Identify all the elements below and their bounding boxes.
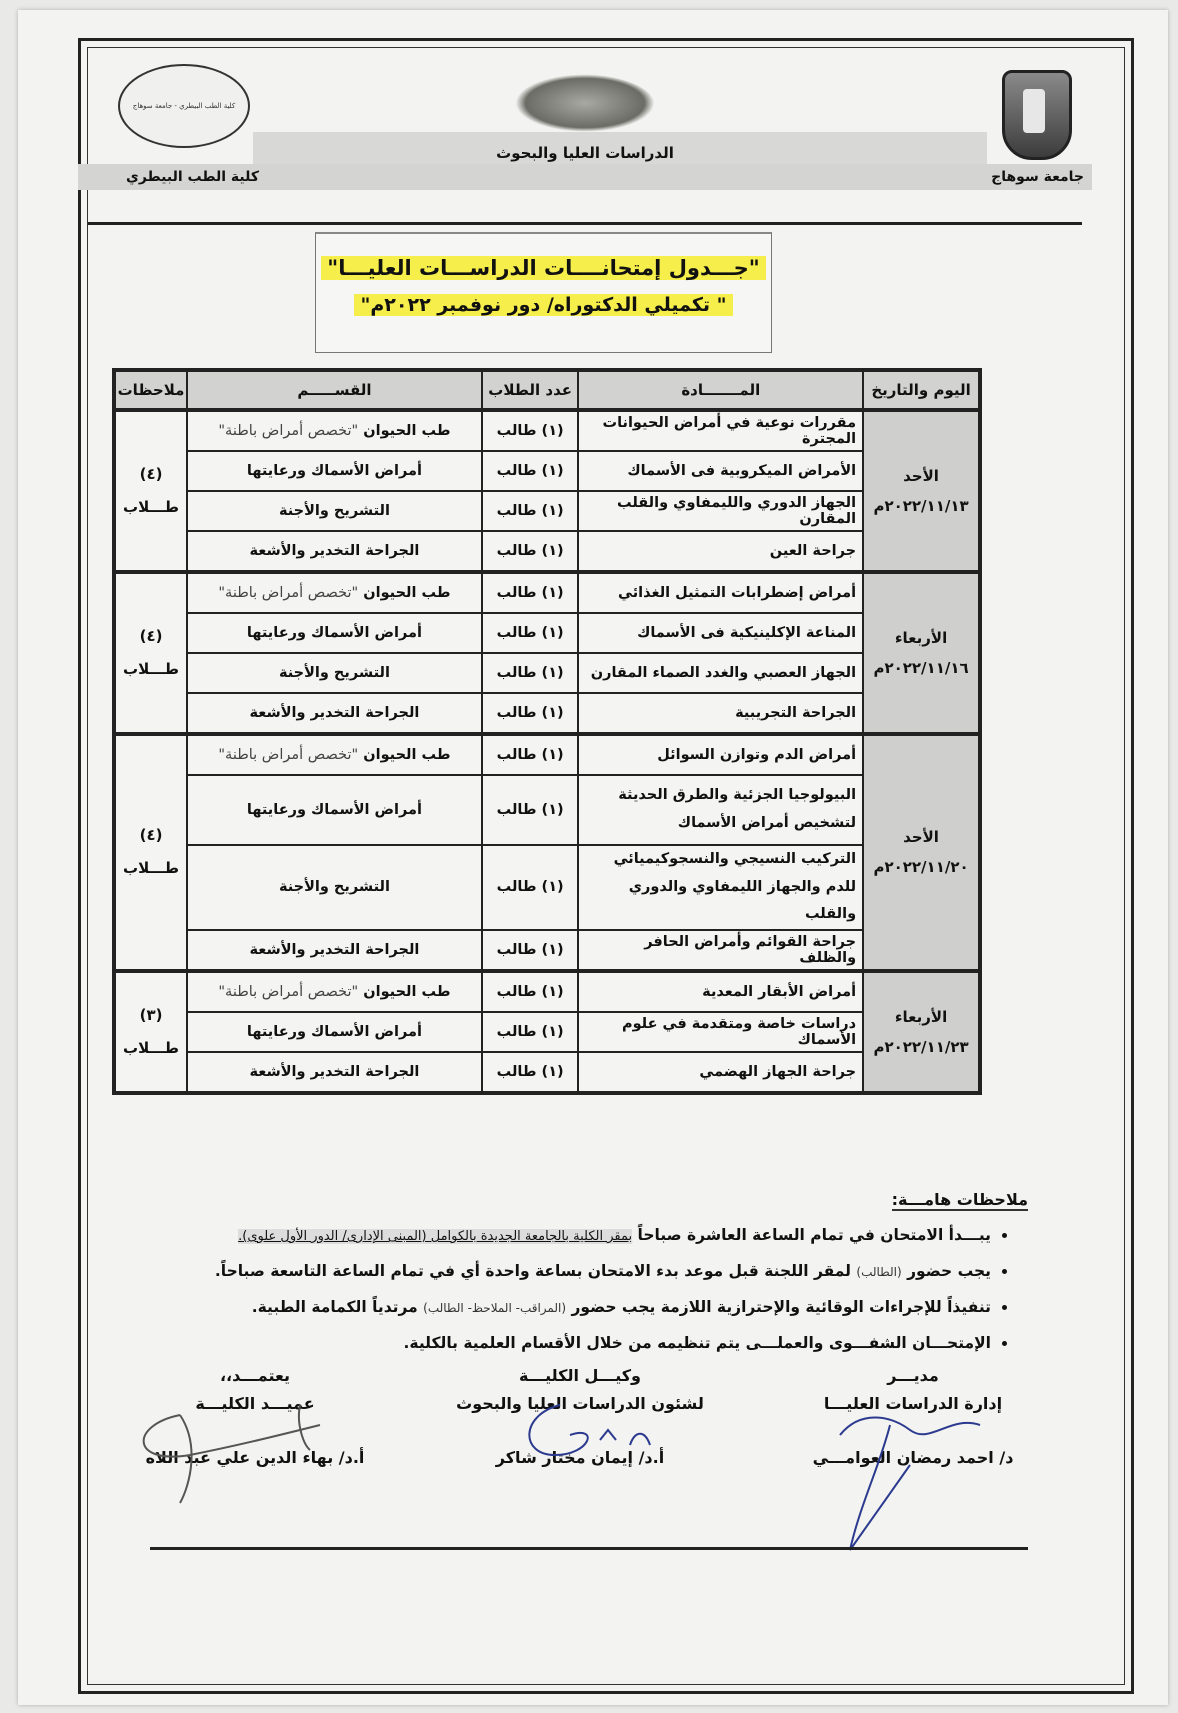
signature-subtitle: لشئون الدراسات العليا والبحوث — [456, 1394, 704, 1413]
signature-subtitle: عميـــد الكليـــة — [195, 1394, 315, 1413]
day-name: الأحد — [903, 467, 939, 485]
department-cell — [187, 491, 482, 531]
department-cell — [187, 613, 482, 653]
signature-title: يعتمـــد،، — [219, 1366, 291, 1385]
signature-title: وكيـــل الكليـــة — [518, 1366, 641, 1385]
exam-date: ٢٠٢٢/١١/١٦م — [873, 659, 969, 677]
department-cell — [187, 451, 482, 491]
department-cell — [187, 531, 482, 572]
note-text: يبـــدأ الامتحان في تمام الساعة العاشرة صباحاً — [637, 1226, 991, 1244]
table-row — [114, 1012, 980, 1052]
student-count-cell: (١) طالب — [482, 693, 579, 734]
remarks-count: (٤) — [139, 627, 163, 645]
department-cell — [187, 734, 482, 775]
remarks-label: طـــلاب — [123, 1038, 179, 1057]
table-row — [114, 491, 980, 531]
remarks-label: طـــلاب — [123, 498, 179, 516]
subject-cell: الجراحة التجريبية — [578, 693, 863, 734]
student-count-cell: (١) طالب — [482, 1012, 579, 1052]
remarks-cell — [114, 410, 187, 572]
subject-cell: الجهاز العصبي والغدد الصماء المقارن — [578, 653, 863, 693]
student-count-cell: (١) طالب — [482, 775, 579, 845]
subject-cell: أمراض إضطرابات التمثيل الغذائي — [578, 572, 863, 613]
day-name: الأربعاء — [894, 1007, 948, 1026]
student-count-cell: (١) طالب — [482, 653, 579, 693]
exam-schedule-table — [112, 368, 982, 1095]
day-date-cell — [863, 734, 980, 971]
note-text-rest: لمقر اللجنة قبل موعد بدء الامتحان بساعة واحدة أي في تمام الساعة التاسعة صباحاً. — [214, 1262, 851, 1280]
department-cell — [187, 572, 482, 613]
department-cell — [187, 845, 482, 930]
subject-cell: أمراض الأبقار المعدية — [578, 971, 863, 1012]
department-name: التشريح والأجنة — [278, 879, 390, 896]
day-name: الأربعاء — [894, 629, 948, 647]
note-text: الإمتحـــان الشفـــوى والعملـــى يتم تنظيمه من خلال الأقسام العلمية بالكلية. — [403, 1334, 991, 1352]
student-count-cell: (١) طالب — [482, 613, 579, 653]
table-row — [114, 693, 980, 734]
student-count-cell: (١) طالب — [482, 971, 579, 1012]
table-row — [114, 451, 980, 491]
student-count-cell: (١) طالب — [482, 734, 579, 775]
department-name: أمراض الأسماك ورعايتها — [246, 802, 422, 818]
subject-cell: البيولوجيا الجزئية والطرق الحديثة لتشخيص أمراض الأسماك — [578, 775, 863, 845]
note-small: (الطالب) — [856, 1265, 902, 1279]
center-emblem — [515, 74, 655, 132]
title-sub: " تكميلي الدكتوراه/ دور نوفمبر ٢٠٢٢م" — [354, 294, 732, 316]
table-row — [114, 572, 980, 613]
table-row — [114, 1052, 980, 1093]
remarks-count: (٤) — [139, 826, 163, 845]
title-line-2 — [316, 294, 771, 316]
department-cell — [187, 775, 482, 845]
remarks-count: (٤) — [139, 465, 163, 483]
student-count-cell: (١) طالب — [482, 845, 579, 930]
signature-manager — [798, 1362, 1028, 1472]
specialty-note: "تخصص أمراض باطنة" — [218, 747, 359, 763]
exam-date: ٢٠٢٢/١١/٢٠م — [873, 858, 969, 877]
note-text: تنفيذاً للإجراءات الوقائية والإحترازية اللازمة يجب حضور — [571, 1298, 991, 1316]
faculty-seal — [118, 64, 250, 148]
exam-date: ٢٠٢٢/١١/٢٣م — [873, 1037, 969, 1056]
day-date-cell — [863, 572, 980, 734]
table-row — [114, 531, 980, 572]
department-name: الجراحة التخدير والأشعة — [249, 705, 420, 721]
faculty-name: كلية الطب البيطري — [126, 169, 259, 185]
department-name: أمراض الأسماك ورعايتها — [246, 463, 422, 479]
remarks-label: طـــلاب — [123, 859, 179, 878]
note-item — [171, 1290, 991, 1326]
note-item — [171, 1218, 991, 1254]
department-name: التشريح والأجنة — [278, 665, 390, 681]
specialty-note: "تخصص أمراض باطنة" — [218, 585, 359, 601]
bottom-divider — [150, 1547, 1028, 1550]
signature-vice-dean — [440, 1362, 720, 1472]
header-day: اليوم والتاريخ — [863, 370, 980, 410]
department-name: أمراض الأسماك ورعايتها — [246, 625, 422, 641]
table-row — [114, 410, 980, 451]
department-name: التشريح والأجنة — [278, 503, 390, 519]
department-cell — [187, 1012, 482, 1052]
student-count-cell: (١) طالب — [482, 572, 579, 613]
department-cell — [187, 653, 482, 693]
student-count-cell: (١) طالب — [482, 451, 579, 491]
title-box — [315, 232, 772, 353]
department-name: الدراسات العليا والبحوث — [496, 144, 674, 162]
student-count-cell: (١) طالب — [482, 930, 579, 971]
table-row — [114, 845, 980, 930]
subject-cell: مقررات نوعية في أمراض الحيوانات المجترة — [578, 410, 863, 451]
table-row — [114, 775, 980, 845]
table-header-row — [114, 370, 980, 410]
specialty-note: "تخصص أمراض باطنة" — [218, 983, 359, 1000]
note-location: بمقر الكلية بالجامعة الجديدة بالكوامل (المبنى الإدارى/ الدور الأول علوى). — [238, 1229, 633, 1244]
signature-subtitle: إدارة الدراسات العليـــا — [823, 1394, 1003, 1413]
note-text: يجب حضور — [907, 1262, 991, 1280]
student-count-cell: (١) طالب — [482, 1052, 579, 1093]
day-name: الأحد — [903, 828, 939, 847]
header-count: عدد الطلاب — [482, 370, 579, 410]
subject-cell: الأمراض الميكروبية فى الأسماك — [578, 451, 863, 491]
seal-text: كلية الطب البيطري - جامعة سوهاج — [132, 101, 236, 110]
day-date-cell — [863, 971, 980, 1093]
remarks-count: (٣) — [139, 1005, 163, 1024]
department-name: الجراحة التخدير والأشعة — [249, 1063, 420, 1080]
department-cell — [187, 930, 482, 971]
remarks-cell — [114, 572, 187, 734]
department-name: طب الحيوان — [363, 585, 451, 601]
subject-cell: جراحة القوائم وأمراض الحافر والظلف — [578, 930, 863, 971]
department-cell — [187, 693, 482, 734]
note-small: (المراقب- الملاحظ- الطالب) — [423, 1301, 567, 1315]
department-name: الجراحة التخدير والأشعة — [249, 941, 420, 958]
table-body — [114, 410, 980, 1093]
department-cell — [187, 971, 482, 1012]
subject-cell: دراسات خاصة ومتقدمة في علوم الأسماك — [578, 1012, 863, 1052]
notes-title: ملاحظات هامـــة: — [891, 1190, 1028, 1209]
signature-dean — [130, 1362, 380, 1472]
title-main: "جـــدول إمتحانــــات الدراســـات العليـــا" — [321, 256, 765, 280]
department-name: الجراحة التخدير والأشعة — [249, 543, 420, 559]
header-subject: المـــــــادة — [578, 370, 863, 410]
table-row — [114, 613, 980, 653]
header-remarks: ملاحظات — [114, 370, 187, 410]
subject-cell: جراحة العين — [578, 531, 863, 572]
note-item — [171, 1326, 991, 1361]
signature-name: أ.د/ إيمان مختار شاكر — [495, 1448, 665, 1467]
table-row — [114, 971, 980, 1012]
remarks-cell — [114, 734, 187, 971]
header-divider — [88, 222, 1082, 225]
student-count-cell: (١) طالب — [482, 491, 579, 531]
table-row — [114, 930, 980, 971]
exam-date: ٢٠٢٢/١١/١٣م — [873, 497, 969, 515]
remarks-label: طـــلاب — [123, 660, 179, 678]
specialty-note: "تخصص أمراض باطنة" — [218, 423, 359, 439]
letterhead — [78, 44, 1092, 244]
signature-name: د/ احمد رمضان العوامـــي — [812, 1448, 1014, 1467]
note-text-rest: مرتدياً الكمامة الطبية. — [251, 1298, 418, 1316]
remarks-cell — [114, 971, 187, 1093]
university-name: جامعة سوهاج — [991, 169, 1084, 185]
department-name: طب الحيوان — [363, 983, 451, 1000]
student-count-cell: (١) طالب — [482, 410, 579, 451]
subject-cell: الجهاز الدوري والليمفاوي والقلب المقارن — [578, 491, 863, 531]
notes-list — [171, 1218, 1013, 1361]
student-count-cell: (١) طالب — [482, 531, 579, 572]
note-item — [171, 1254, 991, 1290]
department-name: أمراض الأسماك ورعايتها — [246, 1023, 422, 1040]
department-cell — [187, 410, 482, 451]
signature-title: مديـــر — [887, 1366, 939, 1385]
department-name: طب الحيوان — [363, 747, 451, 763]
header-department: القســـــم — [187, 370, 482, 410]
signature-name: أ.د/ بهاء الدين علي عبد اللاه — [145, 1448, 365, 1467]
title-line-1 — [316, 256, 771, 280]
table-row — [114, 653, 980, 693]
department-cell — [187, 1052, 482, 1093]
table-row — [114, 734, 980, 775]
subject-cell: أمراض الدم وتوازن السوائل — [578, 734, 863, 775]
subject-cell: المناعة الإكلينيكية فى الأسماك — [578, 613, 863, 653]
subject-cell: جراحة الجهاز الهضمي — [578, 1052, 863, 1093]
department-name: طب الحيوان — [363, 423, 451, 439]
day-date-cell — [863, 410, 980, 572]
subject-cell: التركيب النسيجي والنسجوكيميائي للدم والجهاز الليمفاوي والدوري والقلب — [578, 845, 863, 930]
